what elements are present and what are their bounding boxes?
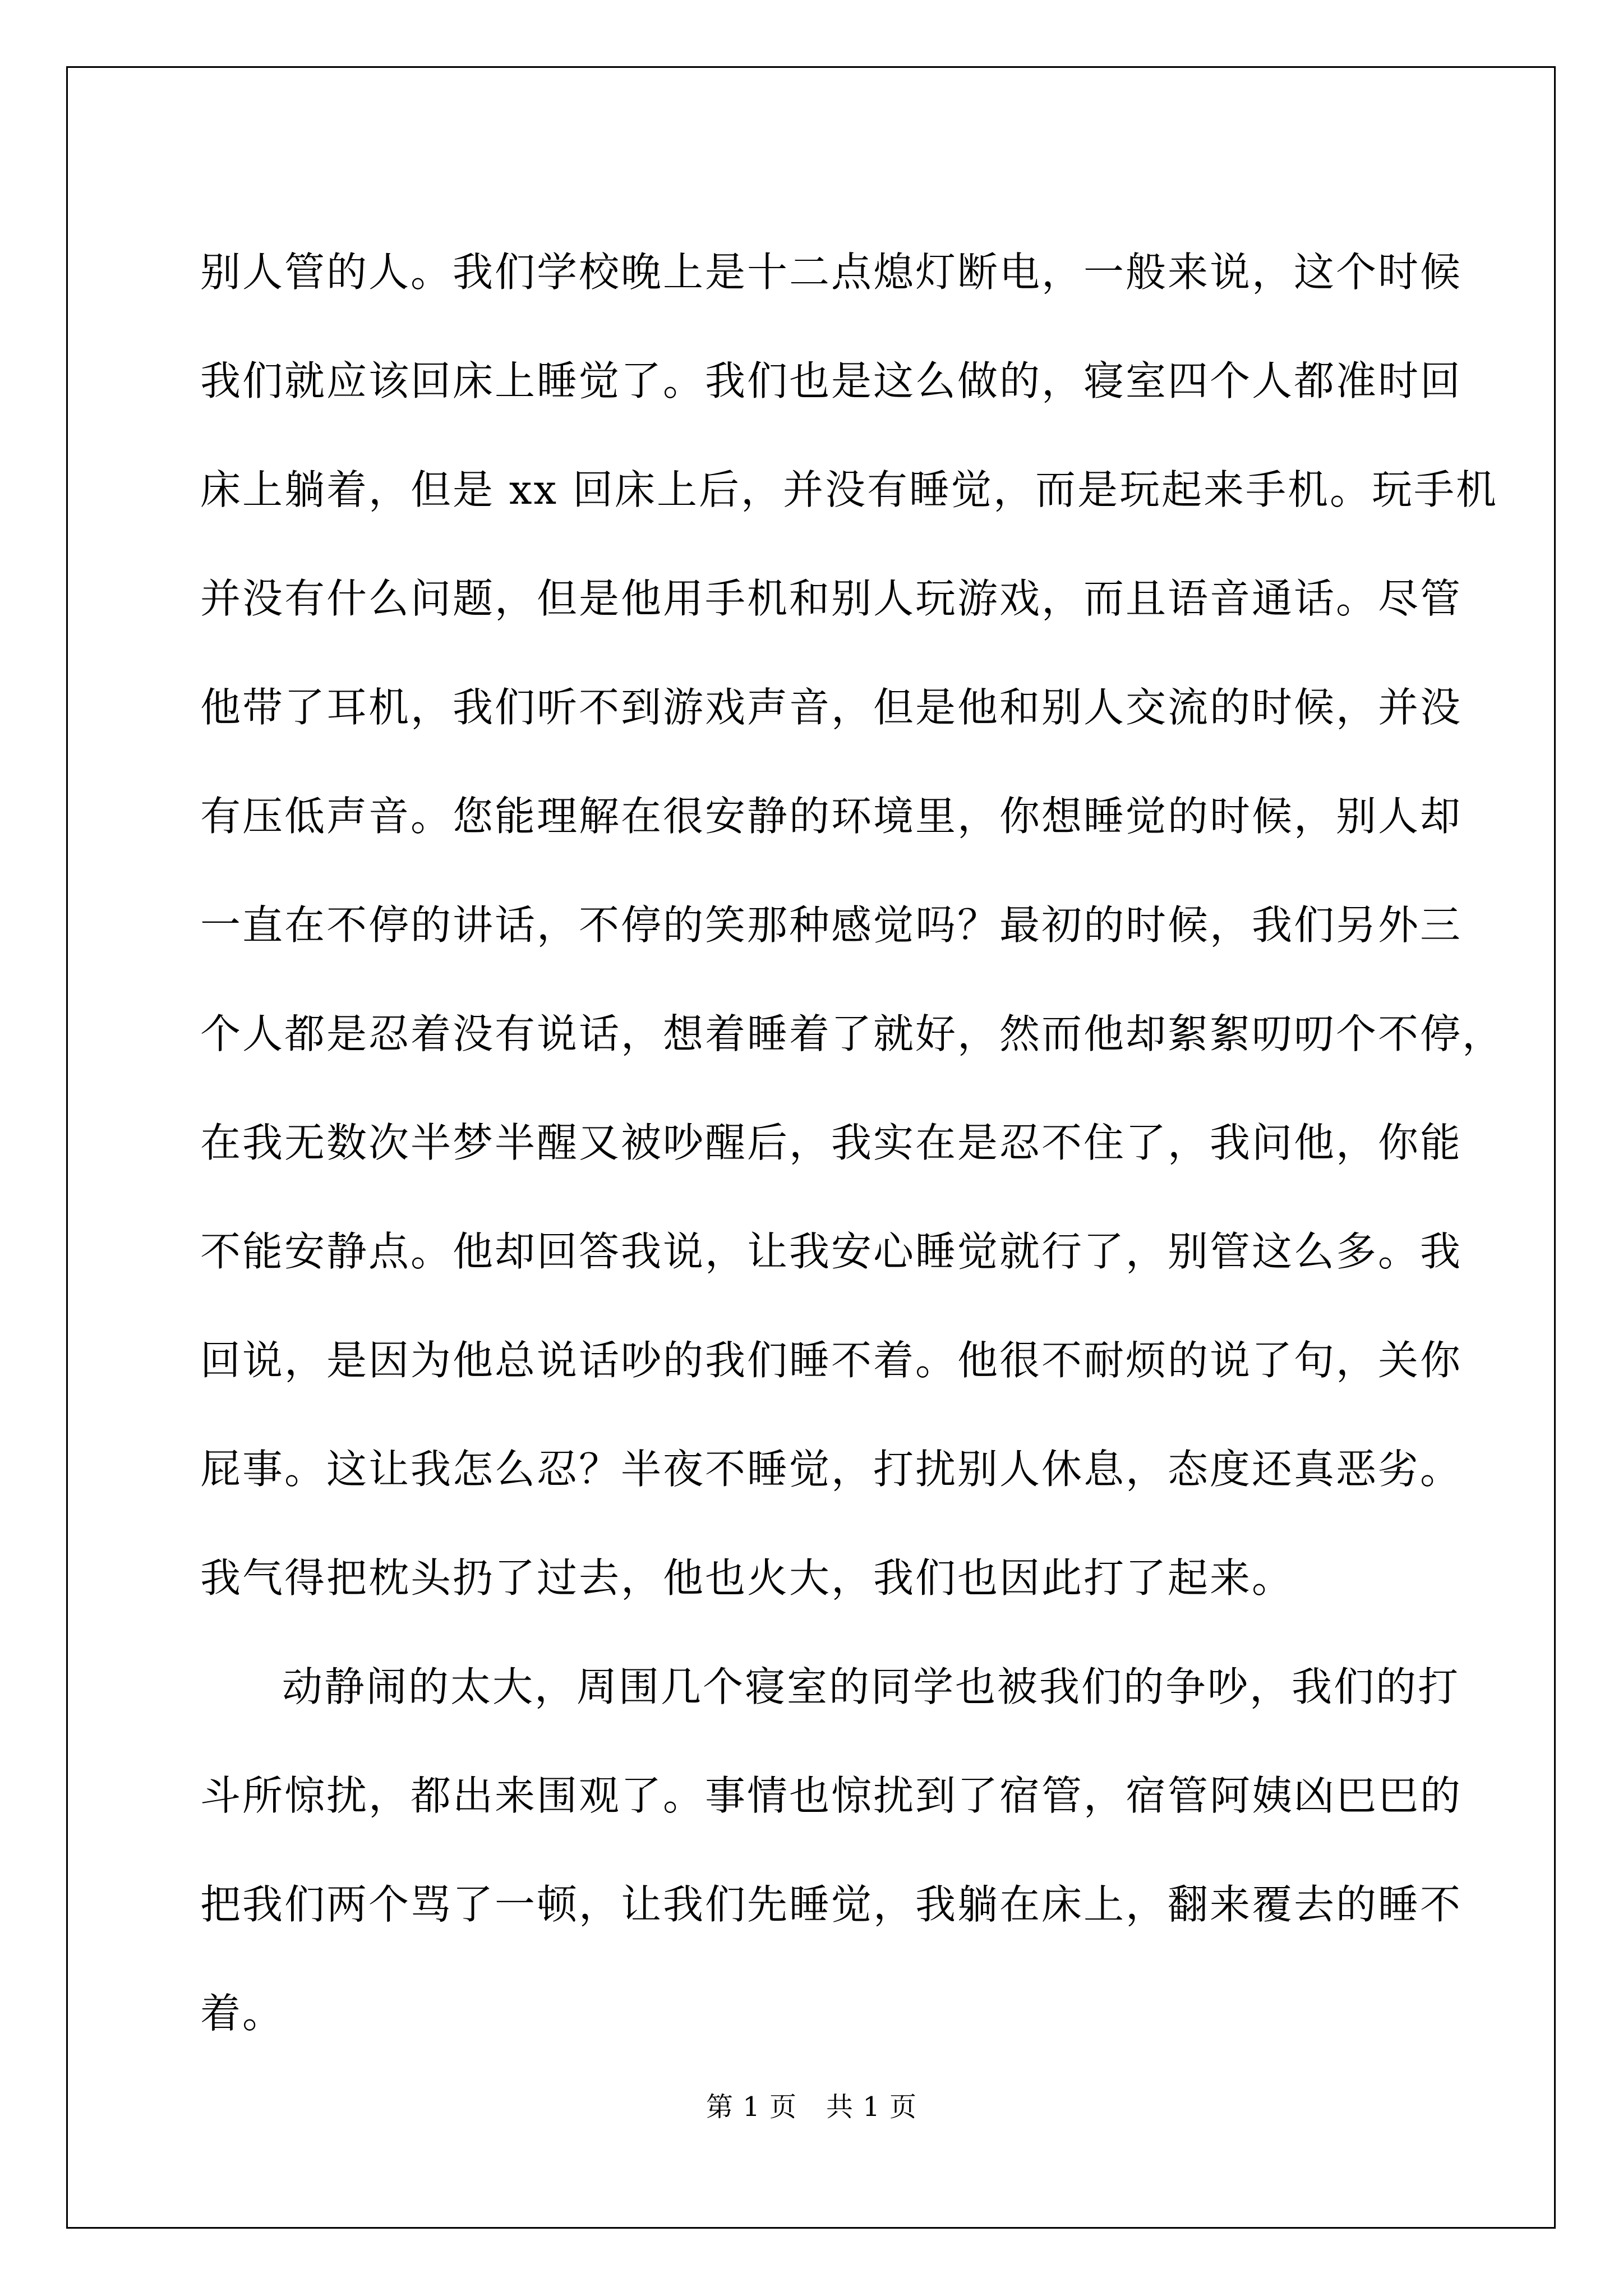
text-line-2: 我们就应该回床上睡觉了。我们也是这么做的，寝室四个人都准时回 bbox=[200, 357, 1463, 404]
text-line-4: 并没有什么问题，但是他用手机和别人玩游戏，而且语音通话。尽管 bbox=[200, 575, 1463, 622]
text-line-12: 屁事。这让我怎么忍？半夜不睡觉，打扰别人休息，态度还真恶劣。 bbox=[200, 1446, 1463, 1493]
text-line-13: 我气得把枕头扔了过去，他也火大，我们也因此打了起来。 bbox=[200, 1554, 1294, 1602]
text-line-16: 把我们两个骂了一顿，让我们先睡觉，我躺在床上，翻来覆去的睡不 bbox=[200, 1881, 1463, 1928]
page-footer bbox=[0, 2090, 1623, 2124]
text-line-15: 斗所惊扰，都出来围观了。事情也惊扰到了宿管，宿管阿姨凶巴巴的 bbox=[200, 1772, 1463, 1819]
page-number-total: 共 1 页 bbox=[826, 2091, 917, 2123]
text-line-1: 别人管的人。我们学校晚上是十二点熄灯断电，一般来说，这个时候 bbox=[200, 249, 1463, 296]
text-line-7: 一直在不停的讲话，不停的笑那种感觉吗？最初的时候，我们另外三 bbox=[200, 901, 1463, 949]
text-line-9: 在我无数次半梦半醒又被吵醒后，我实在是忍不住了，我问他，你能 bbox=[200, 1119, 1463, 1166]
text-line-6: 有压低声音。您能理解在很安静的环境里，你想睡觉的时候，别人却 bbox=[200, 793, 1463, 840]
text-line-17: 着。 bbox=[200, 1990, 285, 2037]
text-line-8: 个人都是忍着没有说话，想着睡着了就好，然而他却絮絮叨叨个不停， bbox=[200, 1010, 1505, 1057]
text-line-10: 不能安静点。他却回答我说，让我安心睡觉就行了，别管这么多。我 bbox=[200, 1228, 1463, 1275]
text-line-3: 床上躺着，但是 xx 回床上后，并没有睡觉，而是玩起来手机。玩手机 bbox=[200, 466, 1498, 513]
text-line-11: 回说，是因为他总说话吵的我们睡不着。他很不耐烦的说了句，关你 bbox=[200, 1337, 1463, 1384]
document-body bbox=[200, 218, 1505, 2068]
page-number-current: 第 1 页 bbox=[706, 2091, 797, 2123]
text-line-5: 他带了耳机，我们听不到游戏声音，但是他和别人交流的时候，并没 bbox=[200, 684, 1463, 731]
text-line-14: 动静闹的太大，周围几个寝室的同学也被我们的争吵，我们的打 bbox=[282, 1663, 1460, 1710]
